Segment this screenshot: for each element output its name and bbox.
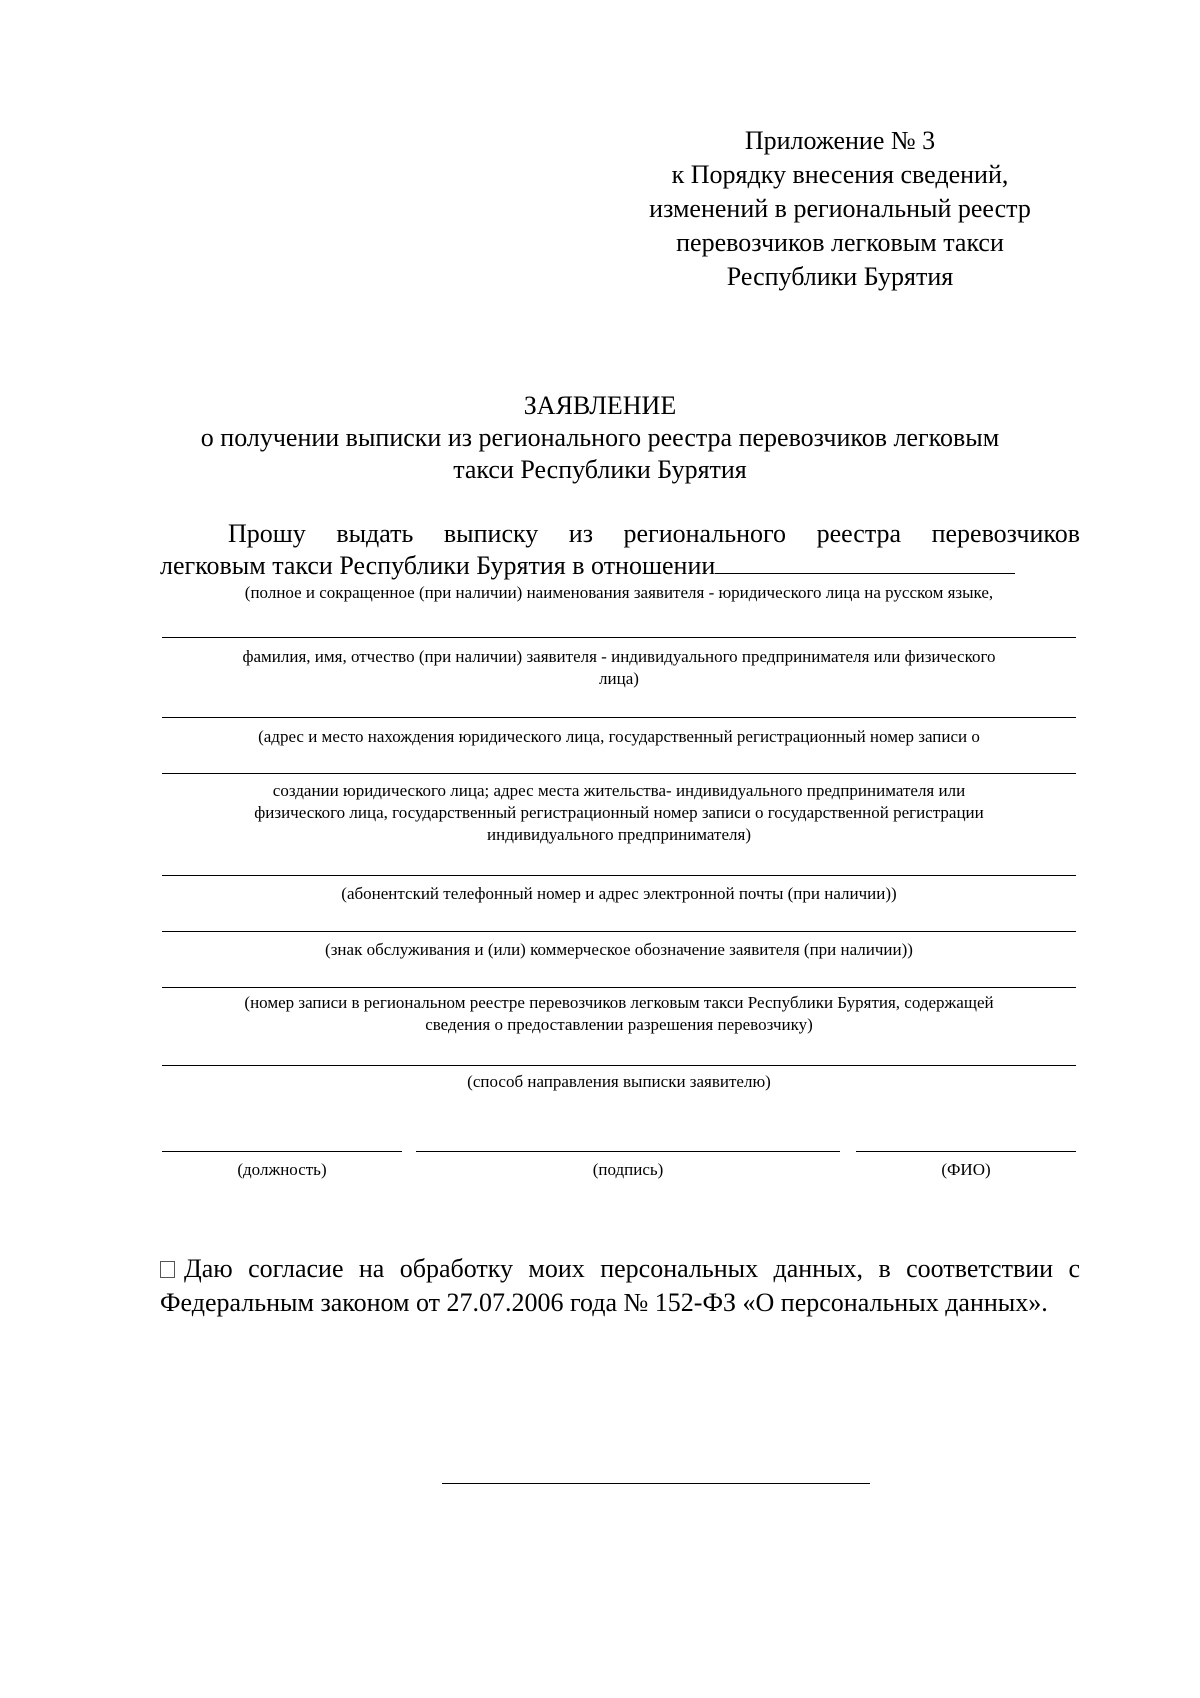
signature-field[interactable]: [416, 1151, 840, 1152]
request-text: легковым такси Республики Бурятия в отношении: [160, 551, 716, 580]
consent-signature-field[interactable]: [442, 1483, 870, 1484]
name-field[interactable]: [856, 1151, 1076, 1152]
field-caption: сведения о предоставлении разрешения перевозчику): [425, 1015, 813, 1034]
request-paragraph: [160, 518, 1080, 582]
title-subheading: о получении выписки из регионального реестра перевозчиков легковым: [200, 423, 1000, 452]
field-caption: (полное и сокращенное (при наличии) наименования заявителя - юридического лица на русском языке,: [244, 583, 994, 602]
field-caption: (абонентский телефонный номер и адрес электронной почты (при наличии)): [341, 884, 897, 903]
registry-number-field[interactable]: [162, 987, 1076, 988]
field-caption: фамилия, имя, отчество (при наличии) заявителя - индивидуального предпринимателя или физического: [242, 647, 996, 666]
consent-checkbox[interactable]: [160, 1261, 175, 1278]
trademark-field[interactable]: [162, 931, 1076, 932]
consent-text: Даю согласие на обработку моих персональных данных, в соответствии с Федеральным законом от 27.07.2006 года № 152-ФЗ «О персональных данных».: [160, 1254, 1080, 1317]
field-caption: (адрес и место нахождения юридического лица, государственный регистрационный номер записи о: [258, 727, 980, 746]
address-field[interactable]: [162, 717, 1076, 718]
field-caption: (номер записи в региональном реестре перевозчиков легковым такси Республики Бурятия, содержащей: [244, 993, 994, 1012]
field-caption: лица): [599, 669, 639, 688]
field-caption: (знак обслуживания и (или) коммерческое обозначение заявителя (при наличии)): [325, 940, 913, 959]
applicant-fio-field[interactable]: [162, 637, 1076, 638]
position-field[interactable]: [162, 1151, 402, 1152]
appendix-line: перевозчиков легковым такси: [676, 228, 1004, 257]
name-caption: (ФИО): [941, 1160, 991, 1179]
field-caption: создании юридического лица; адрес места жительства- индивидуального предпринимателя или: [272, 781, 966, 800]
signature-caption: (подпись): [592, 1160, 664, 1179]
request-line-with-field: [160, 550, 1080, 582]
title-heading: ЗАЯВЛЕНИЕ: [523, 391, 677, 420]
appendix-line: Приложение № 3: [744, 126, 936, 155]
field-caption: (способ направления выписки заявителю): [467, 1072, 771, 1091]
appendix-line: изменений в региональный реестр: [649, 194, 1031, 223]
registration-field[interactable]: [162, 773, 1076, 774]
document-title: [160, 390, 1040, 486]
consent-block: [160, 1252, 1080, 1320]
appendix-header: [600, 124, 1080, 294]
field-caption: физического лица, государственный регистрационный номер записи о государственной регистрации: [254, 803, 984, 822]
field-caption: индивидуального предпринимателя): [487, 825, 751, 844]
applicant-name-field[interactable]: [715, 551, 1015, 574]
position-caption: (должность): [237, 1160, 327, 1179]
appendix-line: к Порядку внесения сведений,: [671, 160, 1009, 189]
appendix-line: Республики Бурятия: [726, 262, 954, 291]
request-line: Прошу выдать выписку из регионального реестра перевозчиков: [228, 519, 1080, 548]
title-subheading: такси Республики Бурятия: [453, 455, 747, 484]
contact-field[interactable]: [162, 875, 1076, 876]
delivery-method-field[interactable]: [162, 1065, 1076, 1066]
